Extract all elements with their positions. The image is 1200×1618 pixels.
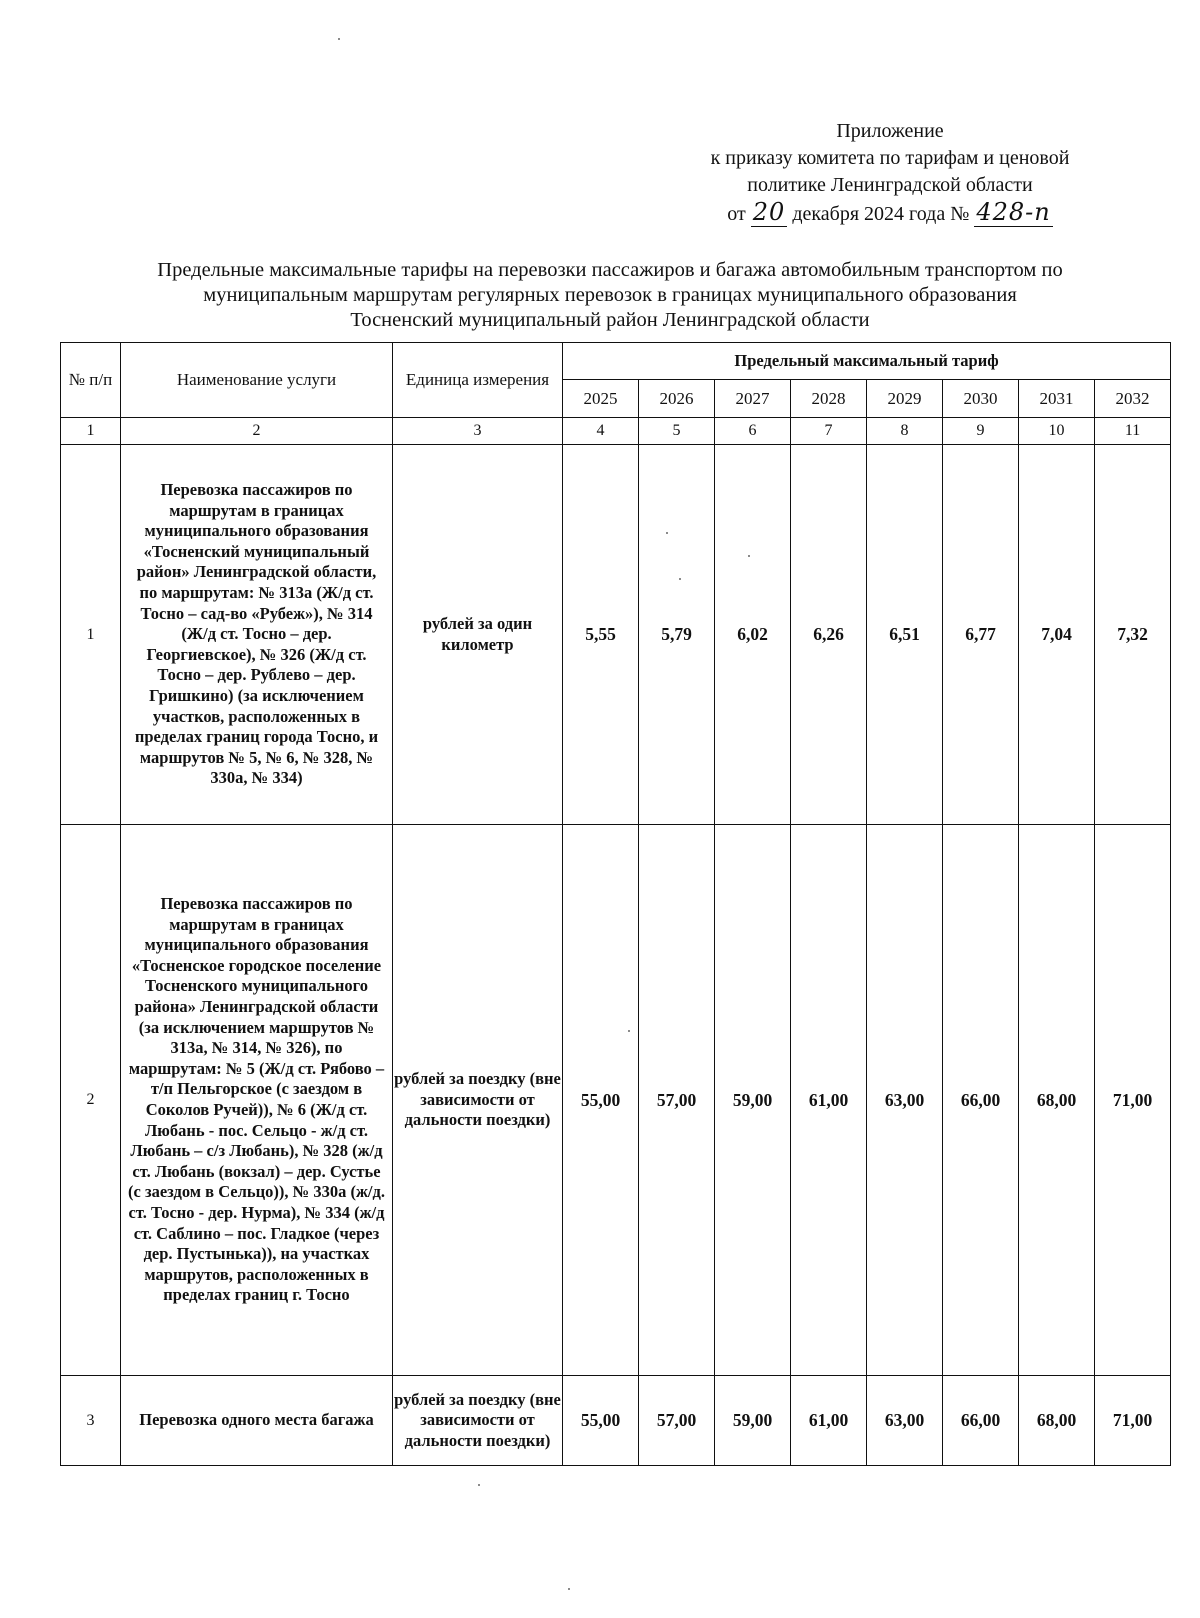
service-name: Перевозка пассажиров по маршрутам в границах муниципального образования «Тосненский муниципальный район» Ленинградской области, по маршрутам: № 313а (Ж/д ст. Тосно – сад-во «Рубеж»), № 314 (Ж/д ст. Тосно – дер. Георгиевское), № 326 (Ж/д ст. Тосно – дер. Рублево – дер. Гришкино) (за исключением участков, расположенных в пределах границ города Тосно, и маршрутов № 5, № 6, № 328, № 330а, № 334) bbox=[121, 445, 393, 825]
date-prefix: от bbox=[727, 203, 746, 225]
document-title bbox=[58, 258, 1162, 333]
title-line-3: Тосненский муниципальный район Ленинградской области bbox=[350, 309, 870, 331]
tariff-2025: 55,00 bbox=[563, 1376, 639, 1466]
tariff-2028: 61,00 bbox=[791, 825, 867, 1376]
header-service: Наименование услуги bbox=[121, 343, 393, 418]
column-number: 7 bbox=[791, 418, 867, 445]
scan-speck bbox=[679, 578, 681, 580]
annex-title: Приложение bbox=[836, 120, 944, 142]
row-number: 1 bbox=[61, 445, 121, 825]
table-row bbox=[61, 825, 1171, 1376]
column-number: 10 bbox=[1019, 418, 1095, 445]
column-number: 5 bbox=[639, 418, 715, 445]
tariff-table bbox=[60, 342, 1171, 1466]
unit-of-measure: рублей за один километр bbox=[393, 445, 563, 825]
tariff-2027: 59,00 bbox=[715, 1376, 791, 1466]
column-number-row bbox=[61, 418, 1171, 445]
scan-speck bbox=[478, 1484, 480, 1486]
tariff-2029: 63,00 bbox=[867, 1376, 943, 1466]
header-num: № п/п bbox=[61, 343, 121, 418]
handwritten-order-number: 428-п bbox=[976, 198, 1051, 226]
tariff-2031: 68,00 bbox=[1019, 825, 1095, 1376]
column-number: 4 bbox=[563, 418, 639, 445]
column-number: 8 bbox=[867, 418, 943, 445]
year-2026: 2026 bbox=[639, 380, 715, 418]
table-row bbox=[61, 445, 1171, 825]
tariff-2032: 7,32 bbox=[1095, 445, 1171, 825]
tariff-2032: 71,00 bbox=[1095, 1376, 1171, 1466]
tariff-2028: 61,00 bbox=[791, 1376, 867, 1466]
annex-date-line bbox=[640, 199, 1140, 228]
tariff-2030: 6,77 bbox=[943, 445, 1019, 825]
column-number: 3 bbox=[393, 418, 563, 445]
tariff-2026: 5,79 bbox=[639, 445, 715, 825]
tariff-2032: 71,00 bbox=[1095, 825, 1171, 1376]
column-number: 9 bbox=[943, 418, 1019, 445]
annex-line-2: к приказу комитета по тарифам и ценовой bbox=[710, 147, 1070, 169]
tariff-2030: 66,00 bbox=[943, 1376, 1019, 1466]
unit-of-measure: рублей за поездку (вне зависимости от дальности поездки) bbox=[393, 1376, 563, 1466]
column-number: 11 bbox=[1095, 418, 1171, 445]
year-2029: 2029 bbox=[867, 380, 943, 418]
scan-speck bbox=[666, 532, 668, 534]
header-unit: Единица измерения bbox=[393, 343, 563, 418]
year-2030: 2030 bbox=[943, 380, 1019, 418]
tariff-2027: 59,00 bbox=[715, 825, 791, 1376]
header-tariff: Предельный максимальный тариф bbox=[563, 343, 1171, 380]
year-2027: 2027 bbox=[715, 380, 791, 418]
row-number: 3 bbox=[61, 1376, 121, 1466]
year-2025: 2025 bbox=[563, 380, 639, 418]
tariff-2026: 57,00 bbox=[639, 825, 715, 1376]
year-2028: 2028 bbox=[791, 380, 867, 418]
date-middle: декабря 2024 года № bbox=[792, 203, 970, 225]
scan-speck bbox=[628, 1030, 630, 1032]
service-name: Перевозка одного места багажа bbox=[121, 1376, 393, 1466]
tariff-2031: 7,04 bbox=[1019, 445, 1095, 825]
scan-speck bbox=[338, 38, 340, 40]
tariff-2025: 55,00 bbox=[563, 825, 639, 1376]
year-2032: 2032 bbox=[1095, 380, 1171, 418]
service-name: Перевозка пассажиров по маршрутам в границах муниципального образования «Тосненское городское поселение Тосненского муниципального района» Ленинградской области (за исключением маршрутов № 313а, № 314, № 326), по маршрутам: № 5 (Ж/д ст. Рябово – т/п Пельгорское (с заездом в Соколов Ручей)), № 6 (Ж/д ст. Любань - пос. Сельцо - ж/д ст. Любань – с/з Любань), № 328 (ж/д ст. Любань (вокзал) – дер. Сустье (с заездом в Сельцо)), № 330а (ж/д. ст. Тосно - дер. Нурма), № 334 (ж/д ст. Саблино – пос. Гладкое (через дер. Пустынька)), на участках маршрутов, расположенных в пределах границ г. Тосно bbox=[121, 825, 393, 1376]
tariff-2029: 6,51 bbox=[867, 445, 943, 825]
tariff-2031: 68,00 bbox=[1019, 1376, 1095, 1466]
title-line-1: Предельные максимальные тарифы на перевозки пассажиров и багажа автомобильным транспортом по bbox=[157, 259, 1063, 281]
column-number: 1 bbox=[61, 418, 121, 445]
tariff-2029: 63,00 bbox=[867, 825, 943, 1376]
annex-block bbox=[640, 118, 1140, 228]
tariff-2027: 6,02 bbox=[715, 445, 791, 825]
table-row bbox=[61, 1376, 1171, 1466]
year-2031: 2031 bbox=[1019, 380, 1095, 418]
row-number: 2 bbox=[61, 825, 121, 1376]
tariff-2025: 5,55 bbox=[563, 445, 639, 825]
column-number: 6 bbox=[715, 418, 791, 445]
unit-of-measure: рублей за поездку (вне зависимости от дальности поездки) bbox=[393, 825, 563, 1376]
handwritten-day: 20 bbox=[752, 198, 786, 226]
tariff-2026: 57,00 bbox=[639, 1376, 715, 1466]
tariff-2028: 6,26 bbox=[791, 445, 867, 825]
scan-speck bbox=[568, 1588, 570, 1590]
tariff-2030: 66,00 bbox=[943, 825, 1019, 1376]
scan-speck bbox=[748, 555, 750, 557]
column-number: 2 bbox=[121, 418, 393, 445]
title-line-2: муниципальным маршрутам регулярных перевозок в границах муниципального образования bbox=[203, 284, 1017, 306]
annex-line-3: политике Ленинградской области bbox=[747, 174, 1033, 196]
